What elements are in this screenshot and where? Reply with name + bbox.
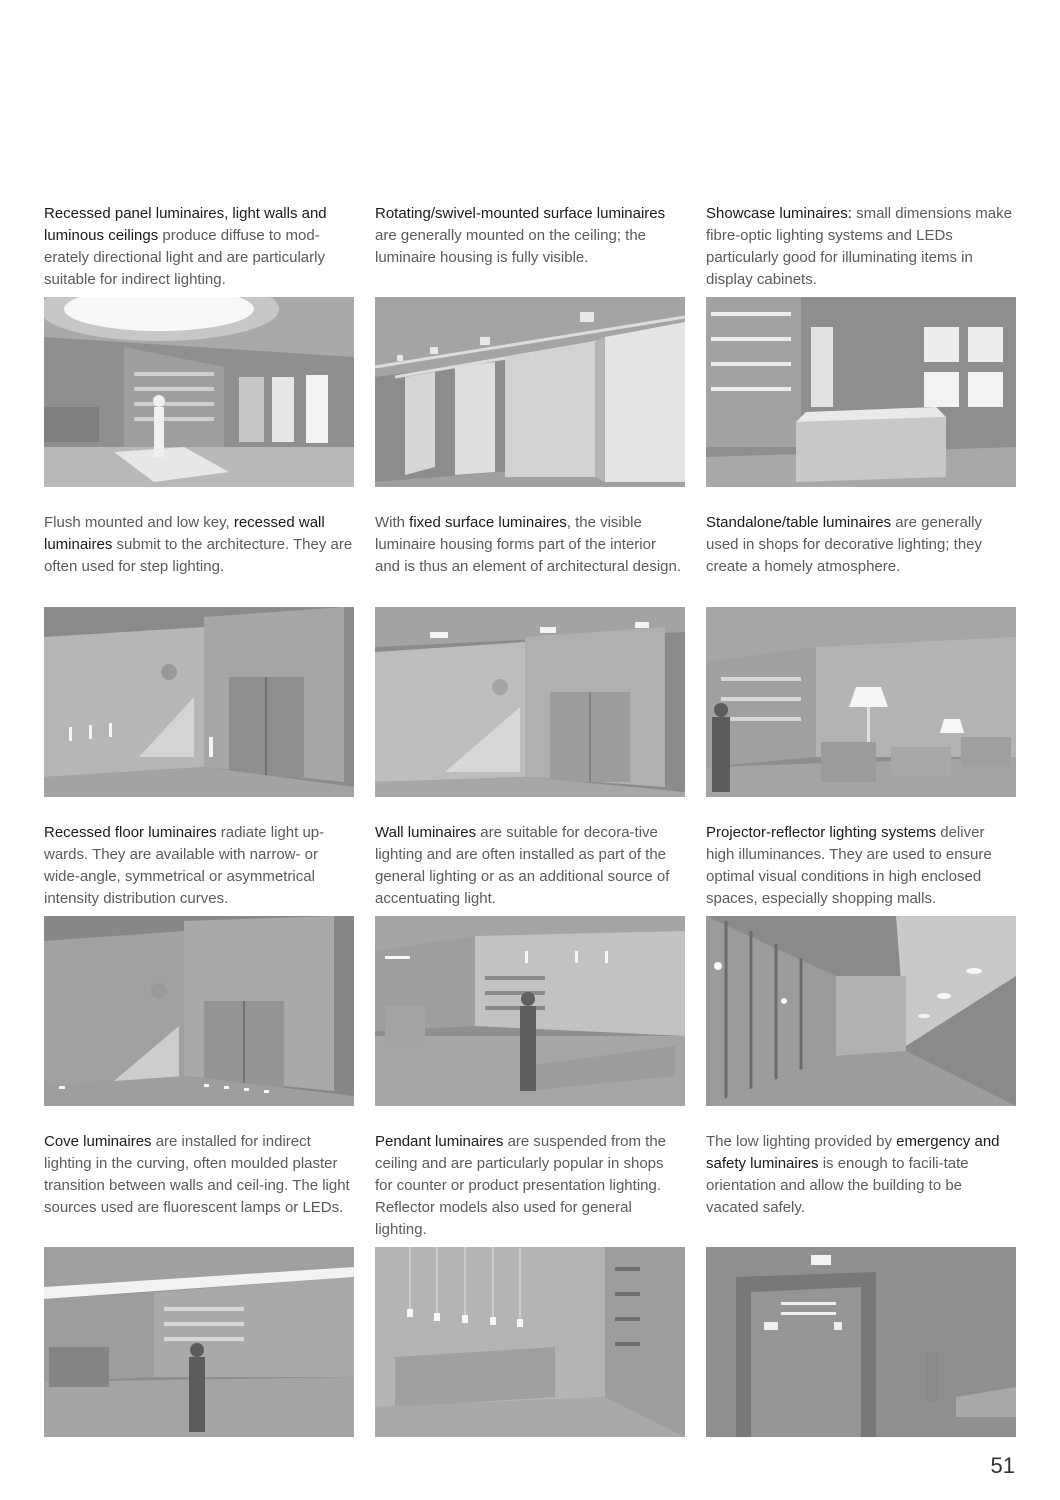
illustration-pendant <box>375 1247 685 1437</box>
illustration-showcase <box>706 297 1016 487</box>
item-caption: Wall luminaires are suitable for decora-tive lighting and are often installed as part of the general lighting or as an additional source of accentuating light. <box>375 824 670 907</box>
illustration-graphic <box>375 1247 685 1437</box>
illustration-graphic <box>706 1247 1016 1437</box>
illustration-graphic <box>375 297 685 487</box>
item-caption: Recessed floor luminaires radiate light up-wards. They are available with narrow- or wide-angle, symmetrical or asymmetrical intensity distribution curves. <box>44 824 325 907</box>
item-caption: Standalone/table luminaires are generally used in shops for decorative lighting; they create a homely atmosphere. <box>706 514 983 575</box>
illustration-standalone-table <box>706 607 1016 797</box>
illustration-graphic <box>44 607 354 797</box>
page-number: 51 <box>990 1453 1015 1478</box>
illustration-emergency <box>706 1247 1016 1437</box>
item-caption: The low lighting provided by emergency and safety luminaires is enough to facili-tate orientation and allow the building to be vacated safely. <box>706 1133 1000 1216</box>
item-caption: Rotating/swivel-mounted surface luminaires are generally mounted on the ceiling; the luminaire housing is fully visible. <box>375 205 666 266</box>
item-caption: Recessed panel luminaires, light walls and luminous ceilings produce diffuse to mod-erately directional light and are particularly suitable for indirect lighting. <box>44 205 327 288</box>
item-caption: Showcase luminaires: small dimensions make fibre-optic lighting systems and LEDs particularly good for illuminating items in display cabinets. <box>706 205 1012 288</box>
illustration-graphic <box>706 916 1016 1106</box>
illustration-recessed-floor <box>44 916 354 1106</box>
item-caption: Flush mounted and low key, recessed wall luminaires submit to the architecture. They are often used for step lighting. <box>44 514 353 575</box>
illustration-rotating-surface <box>375 297 685 487</box>
illustration-graphic <box>375 916 685 1106</box>
illustration-graphic <box>706 297 1016 487</box>
illustration-recessed-panel <box>44 297 354 487</box>
item-caption: Pendant luminaires are suspended from the ceiling and are particularly popular in shops for counter or product presentation lighting. Reflector models also used for general lighting. <box>375 1133 667 1238</box>
item-caption: Projector-reflector lighting systems deliver high illuminances. They are used to ensure optimal visual conditions in high enclosed spaces, especially shopping malls. <box>706 824 992 907</box>
item-caption: With fixed surface luminaires, the visible luminaire housing forms part of the interior and is thus an element of architectural design. <box>375 514 682 575</box>
illustration-graphic <box>375 607 685 797</box>
illustration-projector-reflector <box>706 916 1016 1106</box>
item-caption: Cove luminaires are installed for indirect lighting in the curving, often moulded plaster transition between walls and ceil-ing. The light sources used are fluorescent lamps or LEDs. <box>44 1133 350 1216</box>
illustration-graphic <box>44 916 354 1106</box>
illustration-graphic <box>44 297 354 487</box>
illustration-graphic <box>706 607 1016 797</box>
illustration-fixed-surface <box>375 607 685 797</box>
illustration-cove <box>44 1247 354 1437</box>
illustration-graphic <box>44 1247 354 1437</box>
illustration-wall-luminaires <box>375 916 685 1106</box>
illustration-recessed-wall <box>44 607 354 797</box>
